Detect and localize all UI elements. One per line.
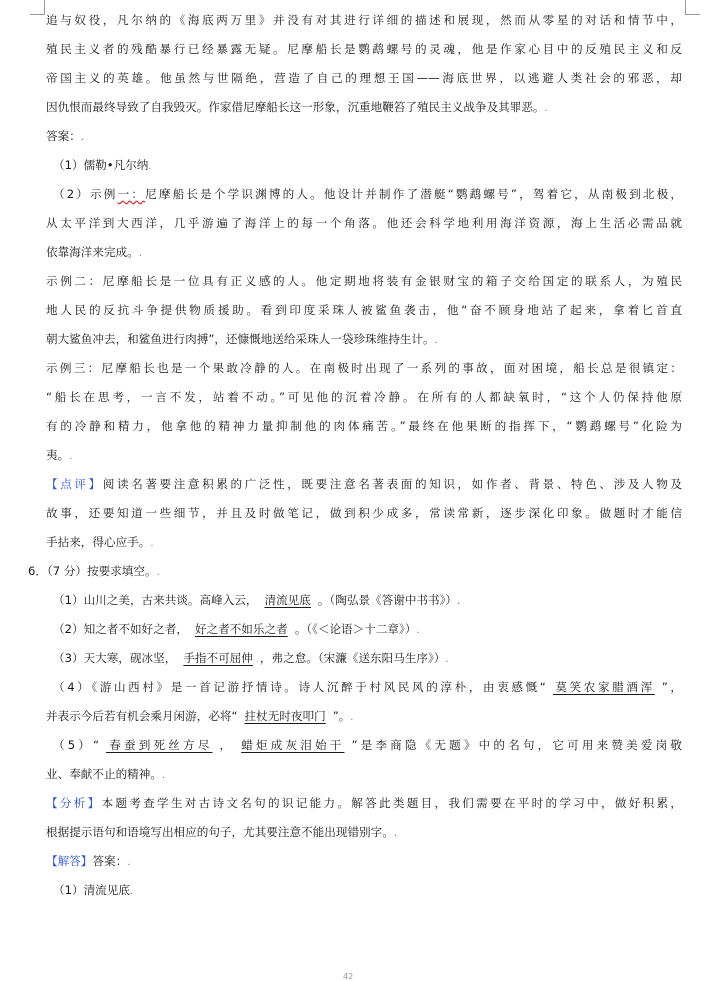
line-text: ”。 (332, 709, 351, 723)
text-line (46, 818, 682, 847)
line-text: 朝大鲨鱼冲去，和鲨鱼进行肉搏”，还慷慨地送给采珠人一袋珍珠维持生计。 (46, 332, 435, 346)
text-line (28, 557, 682, 586)
text-line (46, 93, 682, 122)
line-text: 示例二：尼摩船长是一位具有正义感的人。他定期地将装有金银财宝的箱子交给国定的联系人，为殖民 (46, 274, 682, 288)
line-text: 根据提示语句和语境写出相应的句子，尤其要注意不能出现错别字。 (46, 825, 394, 839)
line-text: 手拈来，得心应手。 (46, 535, 151, 549)
section-label: 【点评】 (46, 477, 103, 491)
paragraph-mark: . (393, 828, 398, 839)
line-text-prefix: （4）《游山西村》是一首记游抒情诗。诗人沉醉于村风民风的淳朴，由衷感慨“ (53, 680, 546, 694)
text-line (46, 441, 682, 470)
paragraph-mark: . (80, 132, 84, 143)
paragraph-mark: . (161, 770, 166, 781)
page-corner-mark-right (685, 0, 700, 15)
line-text: 。（《＜论语＞十二章》） (294, 622, 417, 636)
section-label: 【分析】 (46, 796, 102, 810)
answer-blank: 拄杖无时夜叩门 (244, 709, 326, 723)
paragraph-mark: . (150, 538, 154, 549)
paragraph-mark: . (69, 451, 73, 462)
line-text: “船长在思考，一言不发，站着不动。”可见他的沉着冷静。在所有的人都缺氧时，“这个人仍保持他原 (46, 390, 682, 404)
text-line (46, 122, 682, 151)
text-line (46, 615, 682, 644)
text-line (46, 325, 682, 354)
text-line (46, 35, 682, 64)
line-text: 追与奴役，凡尔纳的《海底两万里》并没有对其进行详细的描述和展现，然而从零星的对话和情节中， (46, 13, 682, 27)
text-line (46, 847, 682, 876)
line-text: 依靠海洋来完成。 (46, 245, 139, 259)
spellcheck-underlined-text: 一： (117, 187, 146, 201)
paragraph-mark: . (127, 857, 131, 868)
answer-blank: 清流见底 (264, 593, 311, 607)
line-text: ”， (661, 680, 682, 694)
text-line (46, 383, 682, 412)
line-text-prefix: （2）知之者不如好之者， (53, 622, 188, 636)
line-text-prefix: （2）示例 (53, 187, 118, 201)
paragraph-mark: . (445, 654, 449, 665)
paragraph-mark: . (350, 712, 354, 723)
paragraph-mark: . (148, 161, 152, 172)
text-line (46, 673, 682, 702)
text-line (46, 789, 682, 818)
line-text: 。（陶弘景《答谢中书书》） (317, 593, 457, 607)
line-text: 从太平洋到大西洋，几乎游遍了海洋上的每一个角落。他还会科学地利用海洋资源，海上生活必需品就 (46, 216, 682, 230)
text-line (46, 731, 682, 760)
line-text: （1）清流见底 (53, 883, 130, 897)
page-corner-mark-left (30, 0, 45, 15)
line-text: 答案： (46, 129, 81, 143)
text-line (46, 499, 682, 528)
answer-blank: 莫笑农家腊酒浑 (552, 680, 655, 694)
text-line (46, 180, 682, 209)
text-line (46, 412, 682, 441)
line-text: 故事，还要知道一些细节，并且及时做笔记，做到积少成多，常读常新，逐步深化印象。做题时才能信 (46, 506, 682, 520)
paragraph-mark: . (156, 567, 160, 578)
line-text: 6．（7 分）按要求填空。 (28, 564, 157, 578)
line-text: 地人民的反抗斗争提供物质援助。看到印度采珠人被鲨鱼袭击，他“奋不顾身地站了起来，拿着匕首直 (46, 303, 682, 317)
text-line (46, 296, 682, 325)
paragraph-mark: . (416, 625, 420, 636)
text-line (46, 470, 682, 499)
paragraph-mark: . (138, 248, 142, 259)
line-text: 殖民主义者的残酷暴行已经暴露无疑。尼摩船长是鹦鹉螺号的灵魂，他是作家心目中的反殖民主义和反 (46, 42, 682, 56)
line-text: 夷。 (46, 448, 70, 462)
page-number: 42 (343, 972, 354, 981)
answer-blank: 蜡炬成灰泪始干 (241, 738, 345, 752)
text-line (46, 876, 682, 905)
line-text: 有的冷静和精力，他拿他的精神力量抑制他的肉体痛苦。”最终在他果断的指挥下，“鹦鹉螺号”化险为 (46, 419, 682, 433)
line-text: 帝国主义的英雄。他虽然与世隔绝，营造了自己的理想王国——海底世界，以逃避人类社会的邪恶，却 (46, 71, 682, 85)
document-body (28, 6, 682, 905)
text-line (46, 238, 682, 267)
paragraph-mark: . (434, 335, 438, 346)
line-text: ”是李商隐《无题》中的名句，它可用来赞美爱岗敬 (351, 738, 682, 752)
line-text: 本题考查学生对古诗文名句的识记能力。解答此类题目，我们需要在平时的学习中，做好积累， (101, 796, 682, 810)
section-label: 【解答】 (46, 854, 93, 868)
text-line (46, 644, 682, 673)
line-text: 尼摩船长是个学识渊博的人。他设计并制作了潜艇“鹦鹉螺号”，驾着它，从南极到北极， (145, 187, 682, 201)
text-line (46, 267, 682, 296)
text-line (46, 760, 682, 789)
line-text: 因仇恨而最终导致了自我毁灭。作家借尼摩船长这一形象，沉重地鞭笞了殖民主义战争及其罪恶。 (46, 100, 545, 114)
line-text: 业、奉献不止的精神。 (46, 767, 162, 781)
line-text: 示例三：尼摩船长也是一个果敢冷静的人。在南极时出现了一系列的事故，面对困境，船长总是很镇定： (46, 361, 682, 375)
line-text: 答案： (92, 854, 128, 868)
paragraph-mark: . (129, 886, 134, 897)
paragraph-mark: . (544, 103, 548, 114)
text-line (46, 586, 682, 615)
line-text: 阅读名著要注意积累的广泛性，既要注意名著表面的知识，如作者、背景、特色、涉及人物及 (102, 477, 682, 491)
line-text: ，弗之怠。（宋濂《送东阳马生序》） (259, 651, 446, 665)
text-line (46, 64, 682, 93)
line-text-middle: ， (219, 738, 235, 752)
line-text-prefix: （3）天大寒，砚冰坚， (53, 651, 177, 665)
answer-blank: 手指不可屈伸 (183, 651, 253, 665)
line-text-prefix: 并表示今后若有机会乘月闲游，必将“ (46, 709, 238, 723)
text-line (46, 528, 682, 557)
answer-blank: 春蚕到死丝方尽 (106, 738, 213, 752)
line-text-prefix: （5）“ (53, 738, 100, 752)
line-text: （1）儒勒•凡尔纳 (53, 158, 149, 172)
text-line (46, 209, 682, 238)
text-line (46, 702, 682, 731)
text-line (46, 151, 682, 180)
text-line (46, 354, 682, 383)
paragraph-mark: . (457, 596, 461, 607)
text-line (46, 6, 682, 35)
line-text-prefix: （1）山川之美，古来共谈。高峰入云， (53, 593, 258, 607)
answer-blank: 好之者不如乐之者 (194, 622, 288, 636)
